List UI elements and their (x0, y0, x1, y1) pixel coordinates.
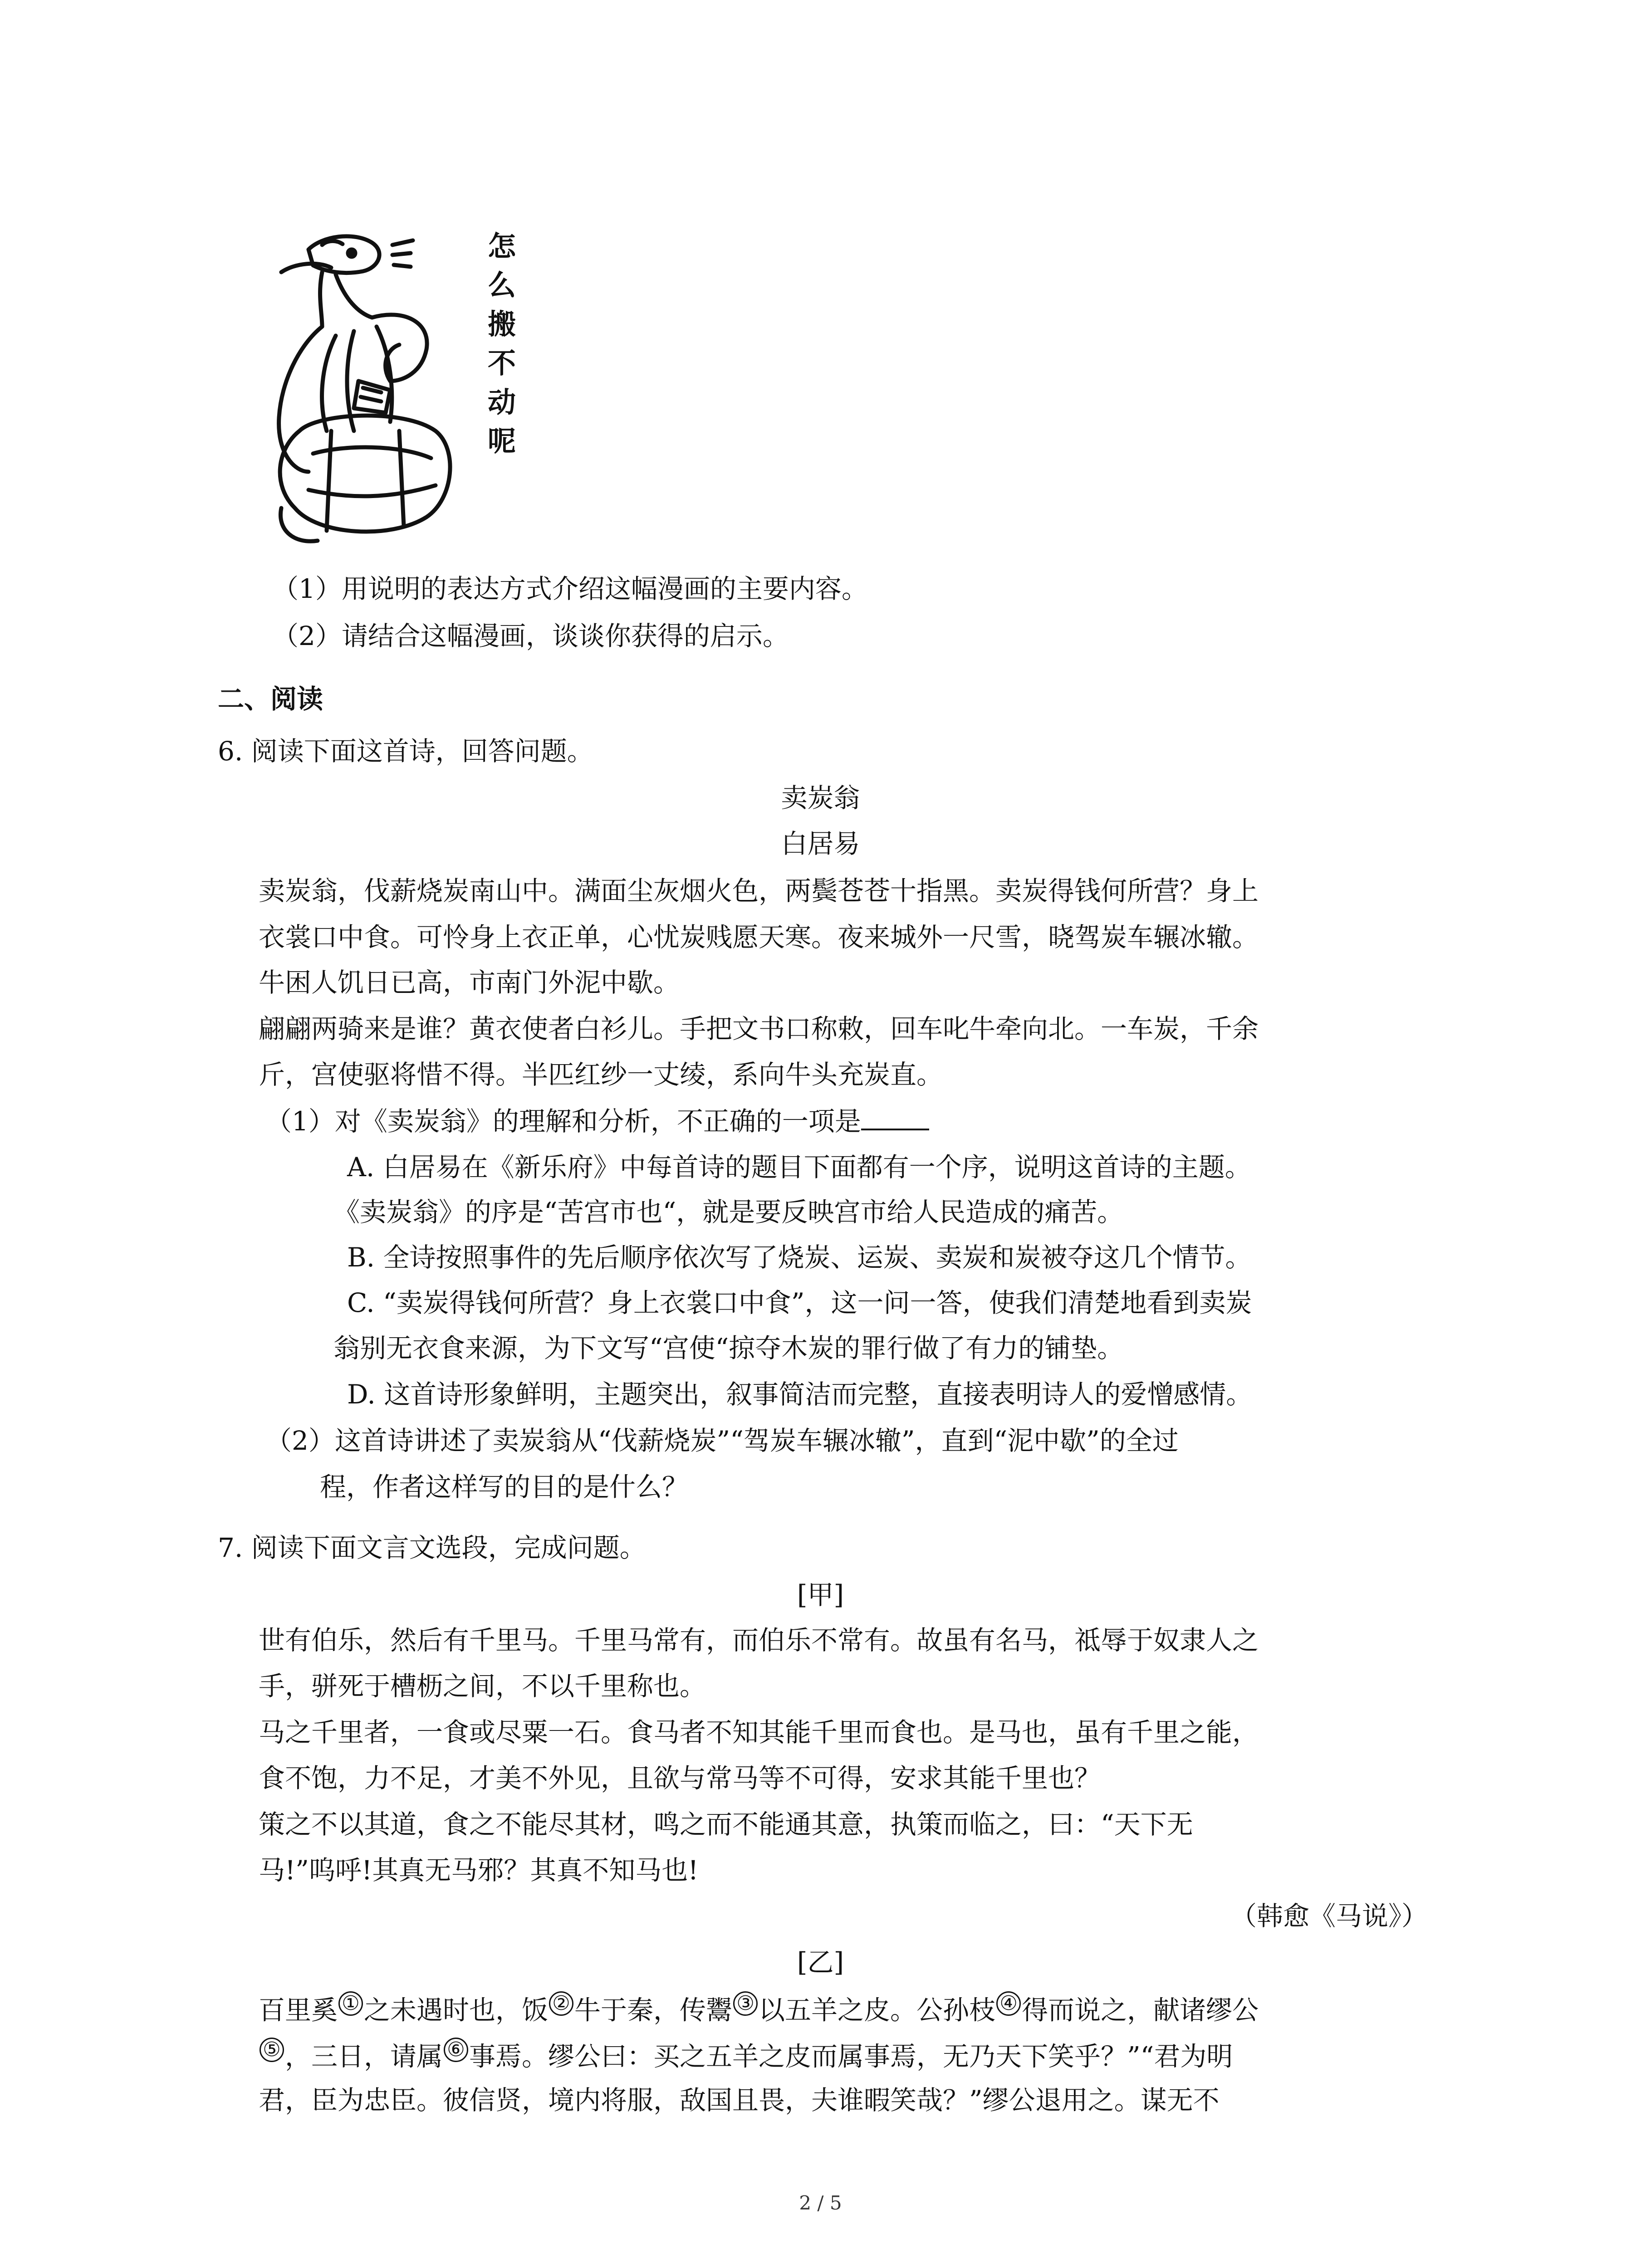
page-number: 2 / 5 (799, 2192, 842, 2214)
footnote-marker: ⑥ (444, 2038, 468, 2062)
caption-char: 搬 (488, 308, 516, 341)
q6-sub1-text: （1）对《卖炭翁》的理解和分析，不正确的一项是 (265, 1106, 861, 1137)
yi-text: 以五羊之皮。公孙枝 (759, 1994, 996, 2026)
footnote-marker: ② (549, 1991, 573, 2016)
poem-author: 白居易 (781, 828, 860, 859)
q5-sub1: （1）用说明的表达方式介绍这幅漫画的主要内容。 (272, 573, 868, 604)
q6-sub2: （2）这首诗讲述了卖炭翁从“伐薪烧炭”“驾炭车辗冰辙”，直到“泥中歇”的全过 (265, 1425, 1179, 1456)
option-c: C. “卖炭得钱何所营？身上衣裳口中食”，这一问一答，使我们清楚地看到卖炭 (347, 1287, 1252, 1318)
jia-line: 策之不以其道，食之不能尽其材，鸣之而不能通其意，执策而临之，曰：“天下无 (259, 1809, 1193, 1840)
poem-line: 斤，宫使驱将惜不得。半匹红纱一丈绫，系向牛头充炭直。 (259, 1059, 943, 1090)
jia-line: 食不饱，力不足，才美不外见，且欲与常马等不可得，安求其能千里也？ (259, 1763, 1101, 1794)
footnote-marker: ① (338, 1991, 363, 2016)
yi-line: 君，臣为忠臣。彼信贤，境内将服，敌国且畏，夫谁暇笑哉？”缪公退用之。谋无不 (259, 2085, 1220, 2116)
footnote-marker: ③ (733, 1991, 758, 2016)
jia-line: 马之千里者，一食或尽粟一石。食马者不知其能千里而食也。是马也，虽有千里之能， (259, 1717, 1259, 1748)
jia-source: （韩愈《马说》） (1230, 1901, 1428, 1931)
yi-text: 百里奚 (259, 1994, 338, 2026)
yi-text: 得而说之，献诸缪公 (1022, 1994, 1259, 2026)
footnote-marker: ⑤ (260, 2038, 284, 2062)
yi-text: 牛于秦，传鬻 (574, 1994, 733, 2026)
footnote-marker: ④ (996, 1991, 1021, 2016)
cartoon-caption (488, 227, 519, 461)
caption-char: 动 (488, 386, 516, 419)
option-b: B. 全诗按照事件的先后顺序依次写了烧炭、运炭、卖炭和炭被夺这几个情节。 (347, 1242, 1252, 1273)
poem-line: 卖炭翁，伐薪烧炭南山中。满面尘灰烟火色，两鬓苍苍十指黑。卖炭得钱何所营？身上 (259, 875, 1259, 906)
poem-line: 翩翩两骑来是谁？黄衣使者白衫儿。手把文书口称敕，回车叱牛牵向北。一车炭，千余 (259, 1013, 1259, 1044)
q6-sub1 (265, 1105, 929, 1138)
q6-stem: 6. 阅读下面这首诗，回答问题。 (218, 736, 593, 767)
option-a-cont: 《卖炭翁》的序是“苦宫市也“，就是要反映宫市给人民造成的痛苦。 (333, 1197, 1124, 1227)
jia-line: 世有伯乐，然后有千里马。千里马常有，而伯乐不常有。故虽有名马，祗辱于奴隶人之 (259, 1625, 1259, 1656)
option-c-cont: 翁别无衣食来源，为下文写“宫使“掠夺木炭的罪行做了有力的铺垫。 (333, 1333, 1124, 1364)
option-d: D. 这首诗形象鲜明，主题突出，叙事简洁而完整，直接表明诗人的爱憎感情。 (347, 1379, 1253, 1410)
caption-char: 呢 (488, 425, 516, 458)
yi-line (259, 1991, 1259, 2026)
yi-text: ，三日，请属 (285, 2041, 443, 2072)
jia-label: [甲] (797, 1579, 844, 1610)
yi-text: 事焉。缪公曰：买之五羊之皮而属事焉，无乃天下笑乎？”“君为明 (469, 2041, 1233, 2072)
yi-label: [乙] (797, 1947, 844, 1978)
caption-char: 怎 (488, 230, 516, 263)
poem-title: 卖炭翁 (781, 782, 860, 813)
section-heading: 二、阅读 (218, 684, 323, 714)
yi-text: 之未遇时也，饭 (364, 1994, 549, 2026)
answer-blank[interactable] (861, 1106, 929, 1130)
q7-stem: 7. 阅读下面文言文选段，完成问题。 (218, 1532, 646, 1563)
jia-line: 马!”呜呼!其真无马邪？其真不知马也! (259, 1855, 699, 1886)
q6-sub2-cont: 程，作者这样写的目的是什么？ (320, 1471, 689, 1502)
option-a: A. 白居易在《新乐府》中每首诗的题目下面都有一个序，说明这首诗的主题。 (347, 1152, 1251, 1183)
poem-line: 牛困人饥日已高，市南门外泥中歇。 (259, 967, 680, 998)
jia-line: 手，骈死于槽枥之间，不以千里称也。 (259, 1671, 706, 1701)
caption-char: 不 (488, 347, 516, 380)
poem-line: 衣裳口中食。可怜身上衣正单，心忧炭贱愿天寒。夜来城外一尺雪，晓驾炭车辗冰辙。 (259, 922, 1259, 953)
yi-line (259, 2038, 1233, 2072)
q5-sub2: （2）请结合这幅漫画，谈谈你获得的启示。 (272, 621, 789, 651)
caption-char: 么 (488, 269, 516, 302)
